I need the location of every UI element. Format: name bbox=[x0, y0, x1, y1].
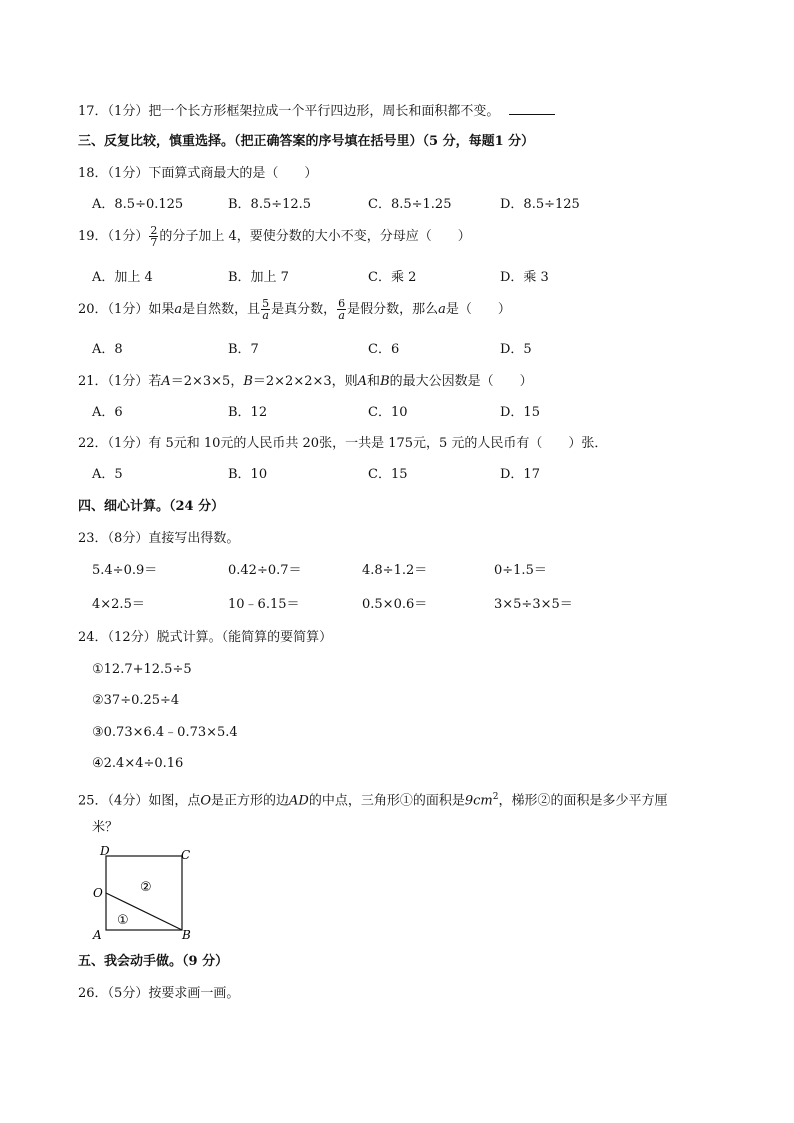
section-5-title: 五、我会动手做。（9 分） bbox=[78, 954, 229, 969]
region-2-label: ② bbox=[140, 880, 152, 895]
label-A: A bbox=[93, 928, 102, 942]
q21-option-c[interactable]: C．10 bbox=[368, 405, 408, 420]
question-21-stem bbox=[78, 374, 533, 390]
q25-prefix: 25．（4分）如图，点 bbox=[78, 793, 201, 809]
q24-item-4: ④2.4×4÷0.16 bbox=[92, 756, 184, 771]
q20-var-a: a bbox=[174, 302, 183, 317]
q21-var-B2: B bbox=[380, 374, 390, 389]
q25-suffix: ，梯形②的面积是多少平方厘 bbox=[498, 793, 668, 809]
q23-item-2: 0.42÷0.7＝ bbox=[228, 563, 302, 578]
q18-option-a[interactable]: A．8.5÷0.125 bbox=[92, 197, 184, 212]
q21-option-a[interactable]: A．6 bbox=[92, 405, 123, 420]
q20-option-c[interactable]: C．6 bbox=[368, 342, 400, 357]
q24-item-2: ②37÷0.25÷4 bbox=[92, 693, 180, 708]
q21-var-A: A bbox=[161, 374, 171, 389]
q20-mid1: 是自然数，且 bbox=[182, 302, 261, 317]
q20-option-b[interactable]: B．7 bbox=[228, 342, 259, 357]
q21-var-A2: A bbox=[357, 374, 368, 389]
q23-item-5: 4×2.5＝ bbox=[92, 597, 145, 612]
q20-option-a[interactable]: A．8 bbox=[92, 342, 123, 357]
q19-fraction bbox=[149, 225, 158, 248]
region-1-label: ① bbox=[117, 913, 129, 928]
q22-option-a[interactable]: A．5 bbox=[92, 467, 123, 482]
q20-suffix: 是（ ） bbox=[445, 302, 511, 317]
q24-item-1: ①12.7+12.5÷5 bbox=[92, 662, 192, 677]
question-24-stem: 24．（12分）脱式计算。（能简算的要简算） bbox=[78, 630, 333, 645]
label-O: O bbox=[93, 886, 103, 900]
q25-var-AD: AD bbox=[289, 793, 309, 809]
q21-option-d[interactable]: D．15 bbox=[500, 405, 540, 420]
q23-item-3: 4.8÷1.2＝ bbox=[362, 563, 428, 578]
q23-item-1: 5.4÷0.9＝ bbox=[92, 563, 158, 578]
q21-expr1: ＝2×3×5， bbox=[170, 374, 244, 389]
q19-frac-num: 2 bbox=[150, 224, 158, 237]
q23-item-6: 10﹣6.15＝ bbox=[228, 597, 300, 612]
question-20-stem bbox=[78, 297, 511, 323]
q21-prefix: 21．（1分）若 bbox=[78, 374, 162, 389]
q22-option-b[interactable]: B．10 bbox=[228, 467, 268, 482]
label-B: B bbox=[182, 928, 191, 942]
q20-frac2-num: 6 bbox=[338, 297, 346, 310]
q19-option-b[interactable]: B．加上 7 bbox=[228, 270, 289, 285]
section-3-title: 三、反复比较，慎重选择。（把正确答案的序号填在括号里）（5 分，每题1 分） bbox=[78, 134, 535, 149]
q25-mid2: 的中点，三角形①的面积是 bbox=[308, 793, 465, 809]
q20-prefix: 20．（1分）如果 bbox=[78, 302, 175, 317]
q20-fraction-2 bbox=[337, 298, 346, 321]
q21-suffix: 的最大公因数是（ ） bbox=[389, 374, 533, 389]
q23-item-4: 0÷1.5＝ bbox=[494, 563, 547, 578]
q18-option-c[interactable]: C．8.5÷1.25 bbox=[368, 197, 452, 212]
q25-area-sup: 2 bbox=[492, 792, 499, 802]
question-19-stem bbox=[78, 224, 471, 250]
question-26-text: 26．（5分）按要求画一画。 bbox=[78, 986, 240, 1001]
q19-prefix: 19．（1分） bbox=[78, 229, 149, 244]
q19-option-d[interactable]: D．乘 3 bbox=[500, 270, 549, 285]
q21-expr2: ＝2×2×2×3，则 bbox=[252, 374, 358, 389]
label-C: C bbox=[181, 848, 191, 862]
q19-frac-den: 7 bbox=[150, 236, 158, 249]
question-17-text: 17．（1分）把一个长方形框架拉成一个平行四边形，周长和面积都不变。 bbox=[78, 104, 500, 119]
section-4-title: 四、细心计算。（24 分） bbox=[78, 499, 225, 514]
q20-frac2-den: a bbox=[338, 309, 345, 322]
square-figure bbox=[88, 840, 198, 946]
q22-option-d[interactable]: D．17 bbox=[500, 467, 540, 482]
q22-option-c[interactable]: C．15 bbox=[368, 467, 408, 482]
q24-item-3: ③0.73×6.4﹣0.73×5.4 bbox=[92, 725, 238, 740]
q18-option-b[interactable]: B．8.5÷12.5 bbox=[228, 197, 312, 212]
q18-option-d[interactable]: D．8.5÷125 bbox=[500, 197, 580, 212]
q25-mid1: 是正方形的边 bbox=[211, 793, 290, 809]
q23-item-7: 0.5×0.6＝ bbox=[362, 597, 428, 612]
q25-var-O: O bbox=[200, 793, 211, 809]
question-23-stem: 23．（8分）直接写出得数。 bbox=[78, 531, 240, 546]
question-22-stem: 22．（1分）有 5元和 10元的人民币共 20张，一共是 175元，5 元的人民币有（ ）张． bbox=[78, 436, 608, 451]
q19-option-c[interactable]: C．乘 2 bbox=[368, 270, 417, 285]
q21-and: 和 bbox=[367, 374, 381, 389]
question-25-stem bbox=[78, 789, 667, 809]
q21-option-b[interactable]: B．12 bbox=[228, 405, 268, 420]
q20-mid3: 是假分数，那么 bbox=[347, 302, 439, 317]
q20-option-d[interactable]: D．5 bbox=[500, 342, 532, 357]
q19-suffix: 的分子加上 4，要使分数的大小不变，分母应（ ） bbox=[159, 229, 471, 244]
q20-fraction-1 bbox=[261, 298, 270, 321]
question-25-line2: 米？ bbox=[92, 820, 119, 835]
question-18-stem: 18．（1分）下面算式商最大的是（ ） bbox=[78, 166, 318, 181]
q20-frac1-num: 5 bbox=[262, 297, 270, 310]
question-17 bbox=[78, 102, 555, 120]
q23-item-8: 3×5÷3×5＝ bbox=[494, 597, 573, 612]
answer-blank[interactable] bbox=[509, 102, 555, 115]
q20-frac1-den: a bbox=[262, 309, 269, 322]
q25-area: 9cm bbox=[464, 793, 493, 809]
q20-var-a2: a bbox=[438, 302, 446, 317]
q20-mid2: 是真分数， bbox=[271, 302, 337, 317]
q21-var-B: B bbox=[243, 374, 253, 389]
label-D: D bbox=[100, 844, 110, 858]
q19-option-a[interactable]: A．加上 4 bbox=[92, 270, 153, 285]
